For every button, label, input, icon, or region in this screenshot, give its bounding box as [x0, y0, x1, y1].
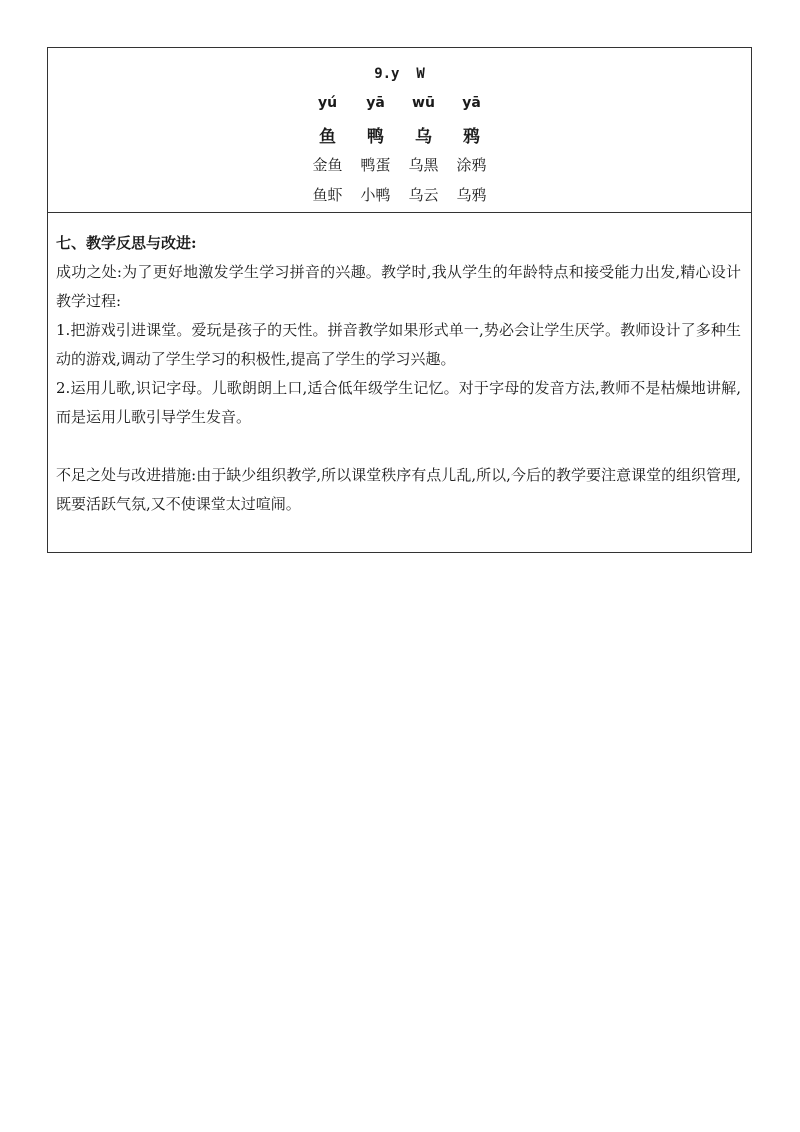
point-1-paragraph: 1.把游戏引进课堂。爱玩是孩子的天性。拼音教学如果形式单一,势必会让学生厌学。教师设计了多种生动的游戏,调动了学生学习的积极性,提高了学生的学习兴趣。: [56, 321, 741, 368]
character-wu: 乌: [415, 127, 432, 147]
reflection-cell: [48, 213, 751, 519]
pinyin-ya: yā: [366, 95, 385, 111]
board-title: 9.y W: [374, 66, 425, 82]
word: 乌黑: [408, 156, 439, 174]
word: 乌鸦: [456, 186, 487, 204]
word: 鸭蛋: [360, 156, 391, 174]
word: 鱼虾: [312, 186, 343, 204]
pinyin-yu: yú: [317, 95, 338, 111]
point-2-paragraph: 2.运用儿歌,识记字母。儿歌朗朗上口,适合低年级学生记忆。对于字母的发音方法,教师不是枯燥地讲解,而是运用儿歌引导学生发音。: [56, 379, 741, 426]
success-paragraph: 成功之处:为了更好地激发学生学习拼音的兴趣。教学时,我从学生的年龄特点和接受能力出发,精心设计教学过程:: [56, 263, 741, 310]
paragraph-spacer: [56, 432, 741, 461]
word-row-2: [48, 184, 751, 205]
character-yu: 鱼: [319, 127, 336, 147]
character-ya-crow: 鸦: [463, 127, 480, 147]
pinyin-ya-2: yā: [462, 95, 481, 111]
character-row: [48, 122, 751, 147]
lesson-table: [47, 47, 752, 553]
word: 金鱼: [312, 156, 343, 174]
reflection-heading: 七、教学反思与改进:: [56, 234, 197, 252]
word: 涂鸦: [456, 156, 487, 174]
pinyin-wu: wū: [412, 95, 435, 111]
word: 小鸭: [360, 186, 391, 204]
word-row-1: [48, 154, 751, 175]
word: 乌云: [408, 186, 439, 204]
blackboard-design-cell: [48, 48, 751, 213]
shortcomings-paragraph: 不足之处与改进措施:由于缺少组织教学,所以课堂秩序有点儿乱,所以,今后的教学要注意课堂的组织管理,既要活跃气氛,又不使课堂太过喧闹。: [56, 466, 741, 513]
pinyin-row: [48, 95, 751, 111]
character-ya: 鸭: [367, 127, 384, 147]
